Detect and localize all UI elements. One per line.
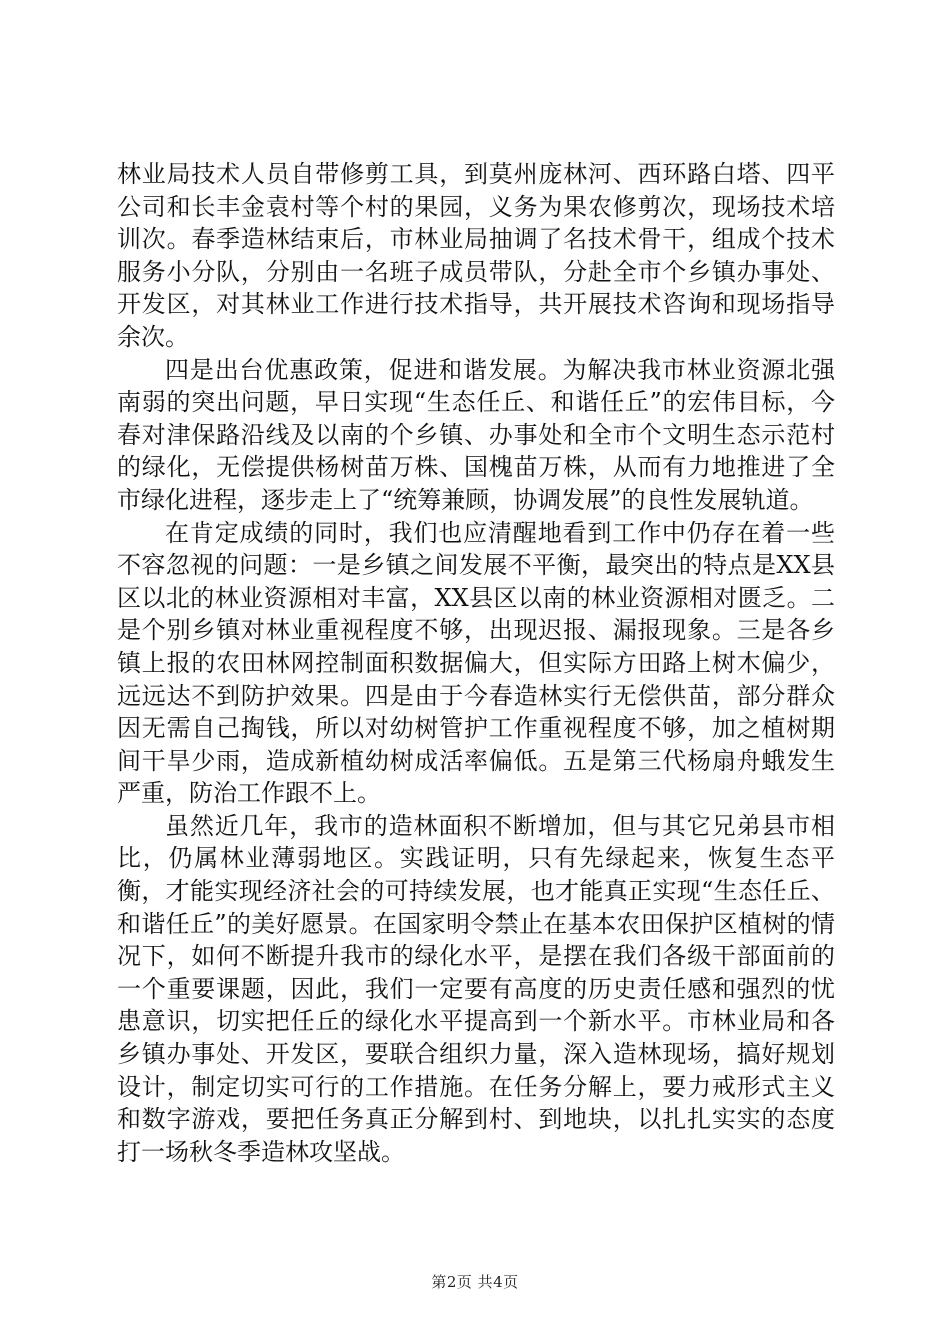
paragraph-continuation: 林业局技术人员自带修剪工具，到莫州庞林河、西环路白塔、四平公司和长丰金袁村等个村的果园，义务为果农修剪次，现场技术培训次。春季造林结束后，市林业局抽调了名技术骨干，组成个技术服务小分队，分别由一名班子成员带队，分赴全市个乡镇办事处、开发区，对其林业工作进行技术指导，共开展技术咨询和现场指导余次。 (117, 160, 835, 351)
page-number-footer: 第2页 共4页 (431, 1273, 519, 1291)
paragraph-future-work: 虽然近几年，我市的造林面积不断增加，但与其它兄弟县市相比，仍属林业薄弱地区。实践证明，只有先绿起来，恢复生态平衡，才能实现经济社会的可持续发展，也才能真正实现“生态任丘、和谐任丘”的美好愿景。在国家明令禁止在基本农田保护区植树的情况下，如何不断提升我市的绿化水平，是摆在我们各级干部面前的一个重要课题，因此，我们一定要有高度的历史责任感和强烈的忧患意识，切实把任丘的绿化水平提高到一个新水平。市林业局和各乡镇办事处、开发区，要联合组织力量，深入造林现场，搞好规划设计，制定切实可行的工作措施。在任务分解上，要力戒形式主义和数字游戏，要把任务真正分解到村、到地块，以扎扎实实的态度打一场秋冬季造林攻坚战。 (117, 811, 835, 1166)
paragraph-preferential-policy: 四是出台优惠政策，促进和谐发展。为解决我市林业资源北强南弱的突出问题，早日实现“生态任丘、和谐任丘”的宏伟目标，今春对津保路沿线及以南的个乡镇、办事处和全市个文明生态示范村的绿化，无偿提供杨树苗万株、国槐苗万株，从而有力地推进了全市绿化进程，逐步走上了“统筹兼顾，协调发展”的良性发展轨道。 (117, 355, 835, 514)
document-body (117, 158, 835, 1168)
paragraph-existing-problems: 在肯定成绩的同时，我们也应清醒地看到工作中仍存在着一些不容忽视的问题：一是乡镇之间发展不平衡，最突出的特点是XX县区以北的林业资源相对丰富，XX县区以南的林业资源相对匮乏。二是个别乡镇对林业重视程度不够，出现迟报、漏报现象。三是各乡镇上报的农田林网控制面积数据偏大，但实际方田路上树木偏少，远远达不到防护效果。四是由于今春造林实行无偿供苗，部分群众因无需自己掏钱，所以对幼树管护工作重视程度不够，加之植树期间干旱少雨，造成新植幼树成活率偏低。五是第三代杨扇舟蛾发生严重，防治工作跟不上。 (117, 518, 835, 808)
